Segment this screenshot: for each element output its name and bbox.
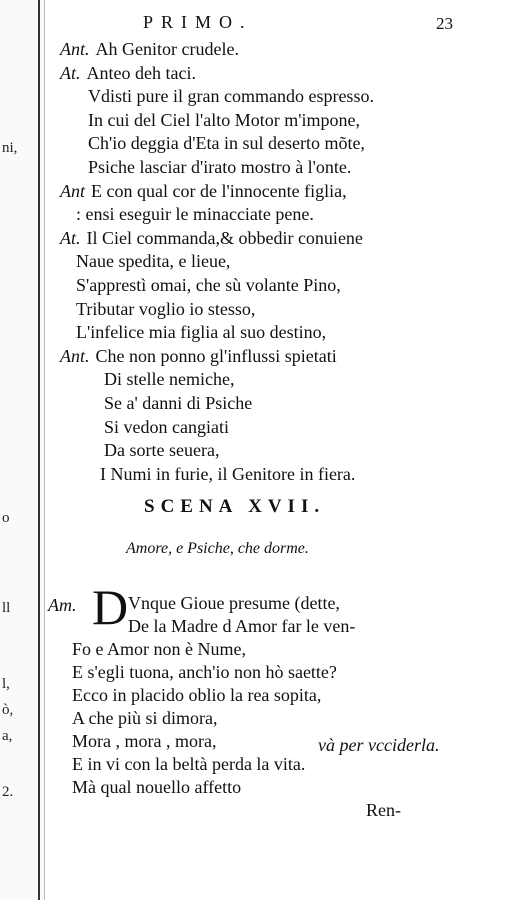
dialogue-line [76, 203, 314, 225]
stage-direction: và per vcciderla. [318, 735, 440, 755]
speech-line: De la Madre d Amor far le ven- [128, 616, 356, 636]
speech-line: E in vi con la beltà perda la vita. [72, 754, 306, 774]
speaker-label: Ant. [60, 345, 90, 366]
page-number: 23 [436, 14, 453, 33]
dialogue-line [60, 62, 196, 84]
speaker-label: At. [60, 227, 81, 248]
margin-fragment: ni, [2, 140, 18, 156]
verse-text: Se a' danni di Psiche [104, 393, 253, 413]
dialogue-line [88, 109, 360, 131]
margin-fragment: 2. [2, 784, 14, 800]
speaker-label: Ant [60, 180, 85, 201]
speaker-label: Ant. [60, 39, 90, 59]
dialogue-line [60, 180, 347, 202]
speech-line: Mora , mora , mora, [72, 731, 217, 751]
book-page [48, 0, 523, 900]
margin-fragment: ò, [2, 702, 14, 718]
verse-text: Naue spedita, e lieue, [76, 251, 231, 272]
margin-fragment: ll [2, 600, 11, 616]
verse-text: Il Ciel commanda,& obbedir conuiene [86, 227, 363, 248]
verse-text: In cui del Ciel l'alto Motor m'impone, [88, 109, 360, 130]
verse-text: Da sorte seuera, [104, 440, 220, 461]
speech-speaker: Am. [48, 595, 77, 615]
catchword: Ren- [366, 800, 401, 820]
speech-line: Fo e Amor non è Nume, [72, 639, 246, 659]
verse-text: Vdisti pure il gran commando espresso. [88, 86, 374, 107]
dialogue-line [104, 392, 252, 414]
verse-text: Tributar voglio io stesso, [76, 298, 256, 319]
verse-text: I Numi in furie, il Genitore in fiera. [100, 463, 356, 484]
verse-text: Di stelle nemiche, [104, 369, 235, 390]
drop-cap: D [92, 579, 129, 635]
speech-line: Vnque Gioue presume (dette, [128, 593, 340, 613]
dialogue-line [76, 321, 326, 343]
speech-line: Ecco in placido oblio la rea sopita, [72, 685, 322, 705]
dialogue-line [76, 250, 230, 272]
margin-fragment: a, [2, 728, 13, 744]
dialogue-line [88, 85, 374, 107]
margin-fragment: l, [2, 676, 10, 692]
scene-persons: Amore, e Psiche, che dorme. [126, 540, 309, 557]
facing-page-margin [0, 0, 45, 900]
dialogue-line [104, 439, 219, 461]
speech-line: A che più si dimora, [72, 708, 218, 728]
verse-text: : ensi eseguir le minacciate pene. [76, 204, 314, 225]
verse-text: S'apprestì omai, che sù volante Pino, [76, 275, 341, 295]
verse-text: Che non ponno gl'influssi spietati [95, 345, 337, 366]
verse-text: L'infelice mia figlia al suo destino, [76, 322, 327, 343]
verse-text: Ah Genitor crudele. [95, 39, 239, 59]
dialogue-line [104, 416, 229, 438]
dialogue-line [88, 156, 351, 178]
running-title: PRIMO. [143, 12, 253, 32]
speaker-label: At. [60, 62, 81, 83]
verse-text: Psiche lasciar d'irato mostro à l'onte. [88, 157, 352, 177]
speech-line: E s'egli tuona, anch'io non hò saette? [72, 662, 337, 682]
verse-text: Ch'io deggia d'Eta in sul deserto mõte, [88, 133, 365, 154]
verse-text: Anteo deh taci. [86, 62, 196, 83]
dialogue-line [88, 132, 365, 154]
dialogue-line [60, 38, 239, 60]
dialogue-line [60, 227, 363, 249]
verse-text: E con qual cor de l'innocente figlia, [91, 180, 347, 201]
speech-line: Mà qual nouello affetto [72, 777, 242, 797]
dialogue-line [76, 274, 341, 296]
verse-text: Si vedon cangiati [104, 416, 229, 437]
margin-fragment: o [2, 510, 10, 526]
dialogue-line [104, 368, 234, 390]
scene-heading: SCENA XVII. [144, 496, 326, 517]
binding-edge [38, 0, 40, 900]
dialogue-line [60, 345, 337, 367]
dialogue-line [100, 463, 355, 485]
dialogue-line [76, 298, 255, 320]
